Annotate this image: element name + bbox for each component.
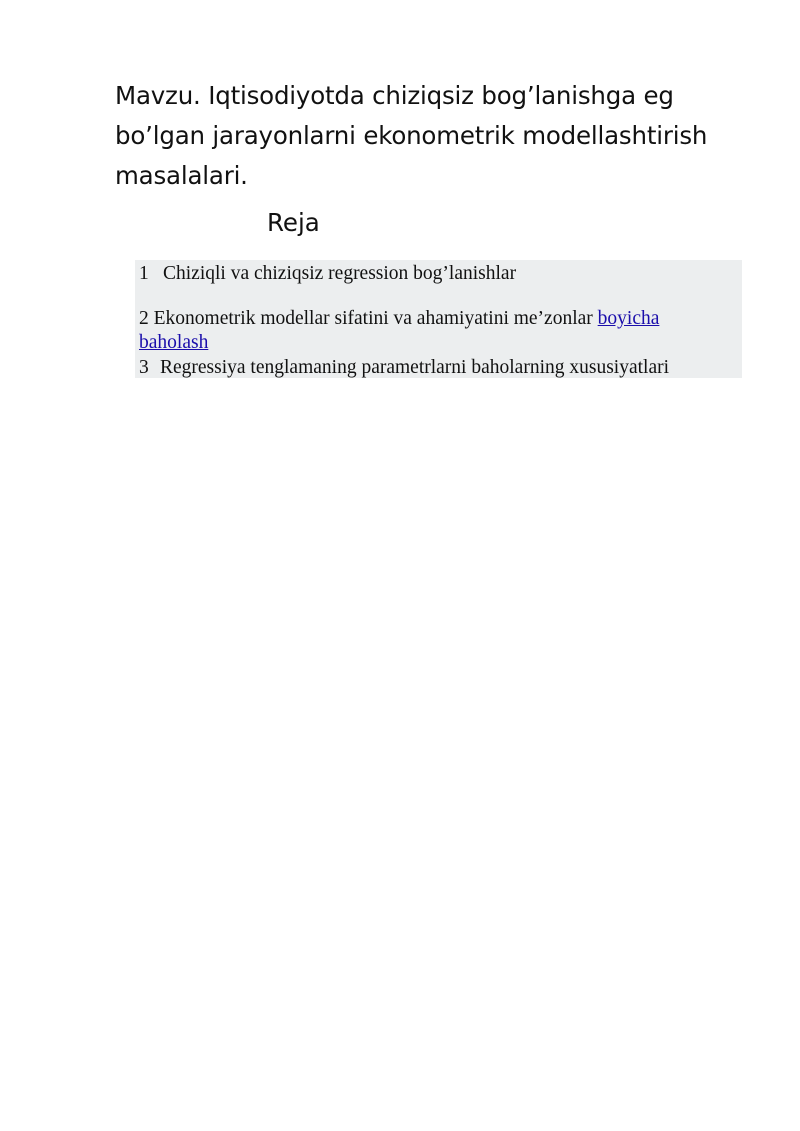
plan-item-3	[139, 356, 669, 380]
plan-item-2	[139, 307, 659, 355]
plan-item-number: 1	[139, 263, 149, 284]
plan-item-link-continuation[interactable]: baholash	[139, 332, 209, 353]
plan-heading: Reja	[267, 208, 320, 237]
document-title: Mavzu. Iqtisodiyotda chiziqsiz bog’lanishga eg bo’lgan jarayonlarni ekonometrik modellashtirish masalalari.	[115, 81, 708, 190]
plan-item-text: Ekonometrik modellar sifatini va ahamiyatini me’zonlar	[153, 308, 598, 329]
plan-item-link[interactable]: boyicha	[597, 308, 660, 329]
plan-list	[135, 260, 742, 378]
plan-item-number: 3	[139, 357, 149, 378]
plan-item-text: Chiziqli va chiziqsiz regression bog’lanishlar	[163, 263, 517, 284]
plan-item-number: 2	[139, 308, 149, 329]
plan-item-text: Regressiya tenglamaning parametrlarni baholarning xususiyatlari	[160, 357, 670, 378]
plan-item-1	[139, 262, 516, 286]
